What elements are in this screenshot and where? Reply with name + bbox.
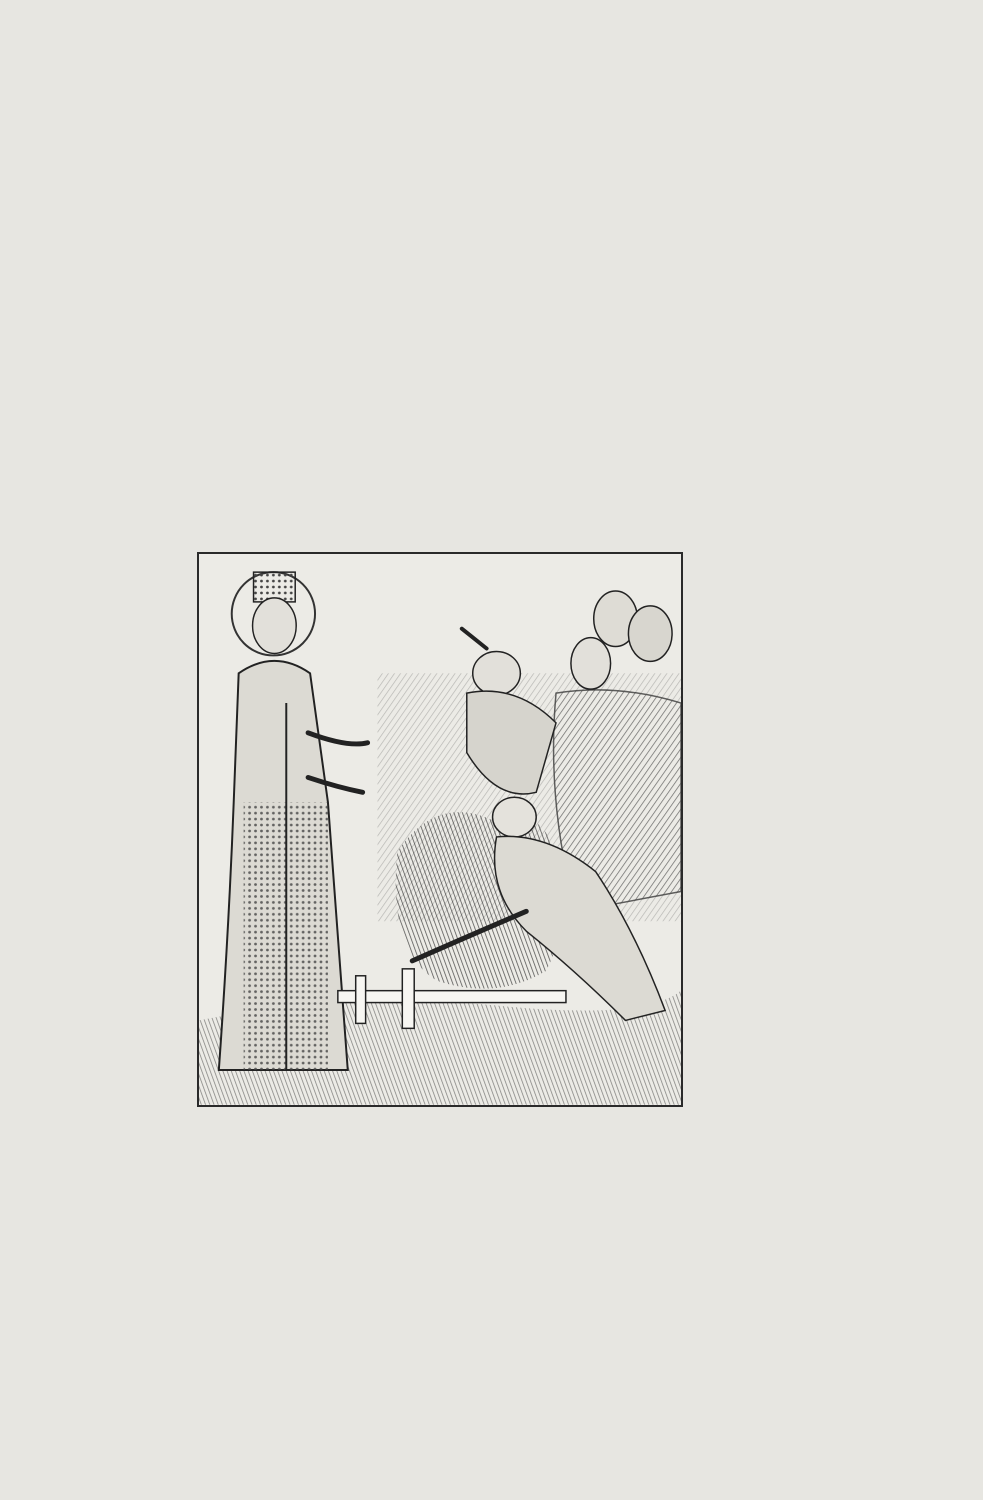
- illustration-saint-helena-cross: [197, 552, 683, 1107]
